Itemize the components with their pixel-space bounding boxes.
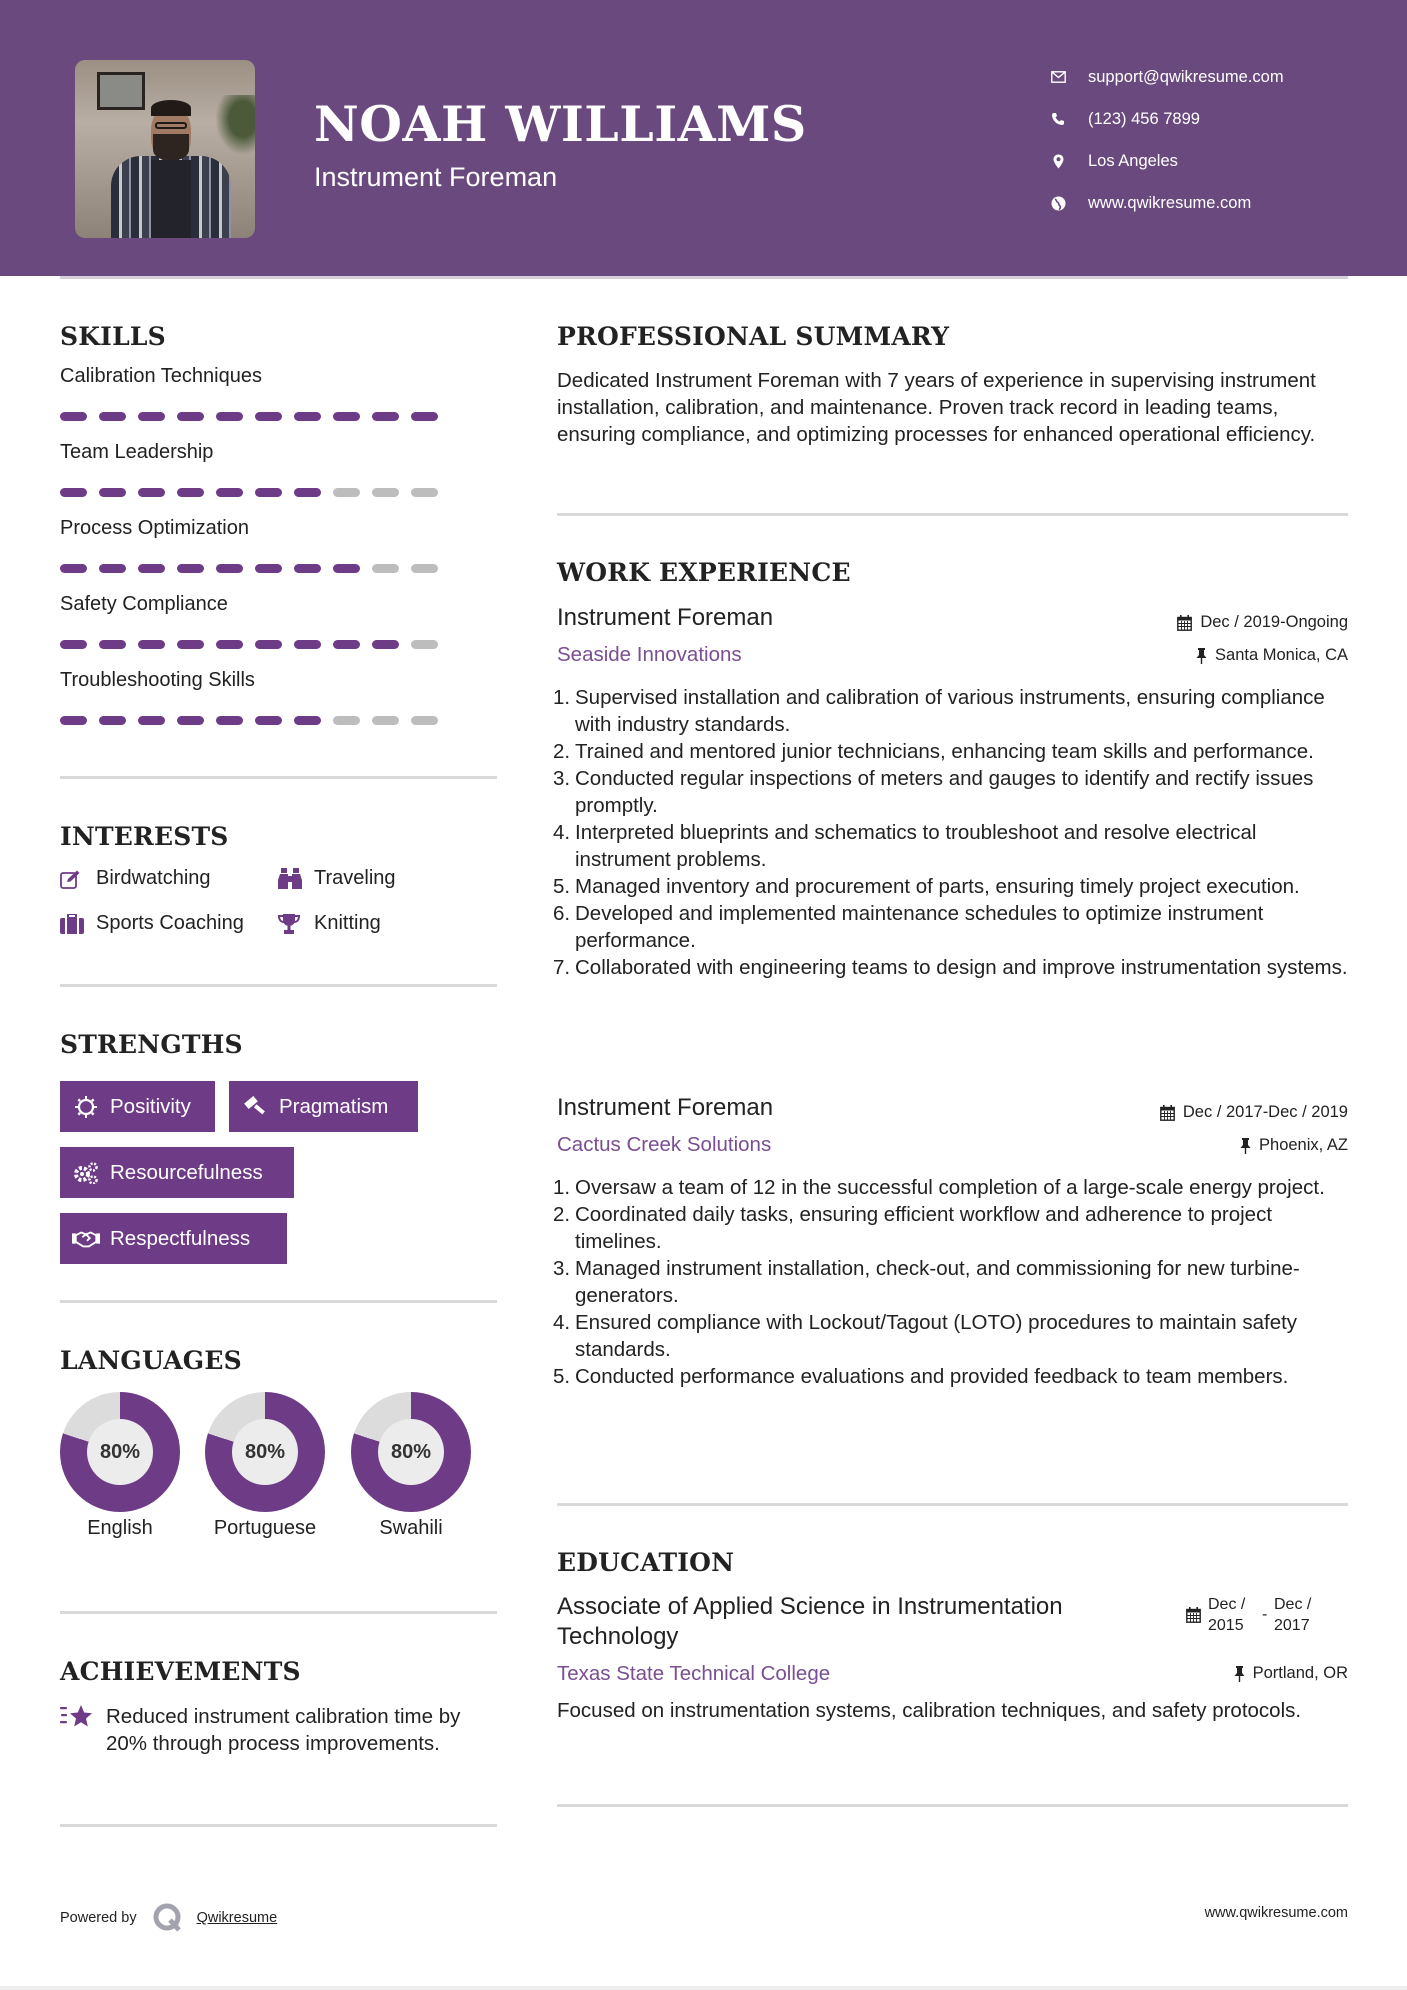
- rating-dot-empty: [411, 640, 438, 649]
- language-percent: 80%: [87, 1419, 153, 1485]
- language-item: [351, 1392, 471, 1542]
- rating-dot-filled: [60, 488, 87, 497]
- experience-heading: WORK EXPERIENCE: [557, 558, 851, 587]
- gavel-icon: [241, 1096, 269, 1118]
- rating-dot-filled: [177, 412, 204, 421]
- candidate-name: NOAH WILLIAMS: [314, 95, 807, 153]
- contact-location: Los Angeles: [1050, 140, 1284, 182]
- language-percent: 80%: [378, 1419, 444, 1485]
- interest-item: Birdwatching: [60, 867, 211, 890]
- calendar-icon: [1160, 1105, 1175, 1121]
- job-dates: Dec / 2017-Dec / 2019: [1160, 1103, 1348, 1122]
- skill-name: Safety Compliance: [60, 593, 228, 615]
- section-divider: [60, 776, 497, 779]
- rating-dot-filled: [255, 488, 282, 497]
- pushpin-icon: [1196, 648, 1207, 664]
- interest-item: Knitting: [278, 912, 381, 935]
- achievements-heading: ACHIEVEMENTS: [60, 1657, 301, 1686]
- job-bullet: Conducted regular inspections of meters and gauges to identify and rectify issues promptly.: [575, 767, 1314, 817]
- language-progress-ring: [205, 1392, 325, 1512]
- phone-icon: [1050, 111, 1066, 127]
- strength-chip: Positivity: [60, 1081, 215, 1132]
- rating-dot-filled: [372, 412, 399, 421]
- sun-icon: [72, 1096, 100, 1118]
- rating-dot-filled: [372, 640, 399, 649]
- interests-heading: INTERESTS: [60, 822, 229, 851]
- rating-dot-filled: [138, 412, 165, 421]
- footer-powered-by: Powered by Qwikresume: [60, 1903, 277, 1933]
- skill-name: Calibration Techniques: [60, 365, 262, 387]
- education-description: Focused on instrumentation systems, calibration techniques, and safety protocols.: [557, 1699, 1302, 1722]
- envelope-icon: [1050, 69, 1066, 85]
- rating-dot-filled: [255, 412, 282, 421]
- job-bullet: Managed inventory and procurement of parts, ensuring timely project execution.: [575, 875, 1300, 898]
- job-title: Instrument Foreman: [557, 604, 774, 631]
- rating-dot-filled: [255, 640, 282, 649]
- job-bullet: Trained and mentored junior technicians, enhancing team skills and performance.: [575, 740, 1314, 763]
- section-divider: [60, 1300, 497, 1303]
- achievement-item: Reduced instrument calibration time by 20% through process improvements.: [60, 1703, 501, 1757]
- rating-dot-filled: [99, 640, 126, 649]
- job-bullet: Oversaw a team of 12 in the successful completion of a large-scale energy project.: [575, 1176, 1325, 1199]
- map-pin-icon: [1050, 153, 1066, 169]
- rating-dot-filled: [138, 640, 165, 649]
- education-location: Portland, OR: [1234, 1664, 1348, 1683]
- rating-dot-filled: [294, 640, 321, 649]
- rating-dot-filled: [216, 488, 243, 497]
- job-bullet: Ensured compliance with Lockout/Tagout (LOTO) procedures to maintain safety standards.: [575, 1311, 1298, 1361]
- rating-dot-filled: [216, 640, 243, 649]
- candidate-title: Instrument Foreman: [314, 162, 558, 192]
- job-bullet: Managed instrument installation, check-out, and commissioning for new turbine-generators.: [575, 1257, 1300, 1307]
- rating-dot-filled: [177, 564, 204, 573]
- strengths-heading: STRENGTHS: [60, 1030, 243, 1059]
- calendar-icon: [1177, 615, 1192, 631]
- job-bullet-list: [557, 1174, 1357, 1390]
- rating-dot-filled: [294, 716, 321, 725]
- calendar-icon: [1186, 1607, 1201, 1623]
- company-name: Cactus Creek Solutions: [557, 1133, 772, 1156]
- rating-dot-empty: [372, 716, 399, 725]
- section-divider: [557, 513, 1348, 516]
- job-bullet: Conducted performance evaluations and provided feedback to team members.: [575, 1365, 1289, 1388]
- rating-dot-filled: [60, 412, 87, 421]
- job-bullet: Supervised installation and calibration of various instruments, ensuring compliance with industry standards.: [575, 686, 1325, 736]
- job-title: Instrument Foreman: [557, 1094, 774, 1121]
- section-divider: [60, 1611, 497, 1614]
- rating-dot-filled: [60, 716, 87, 725]
- rating-dot-filled: [99, 488, 126, 497]
- rating-dot-filled: [294, 564, 321, 573]
- star-icon: [60, 1703, 94, 1731]
- globe-icon: [1050, 195, 1066, 211]
- profile-photo: [75, 60, 255, 238]
- skill-rating: [60, 564, 450, 573]
- rating-dot-filled: [255, 564, 282, 573]
- job-location: Phoenix, AZ: [1240, 1136, 1348, 1155]
- rating-dot-empty: [333, 488, 360, 497]
- summary-heading: PROFESSIONAL SUMMARY: [557, 322, 950, 351]
- job-location: Santa Monica, CA: [1196, 646, 1348, 665]
- rating-dot-empty: [411, 716, 438, 725]
- contact-phone[interactable]: (123) 456 7899: [1050, 98, 1284, 140]
- rating-dot-empty: [411, 488, 438, 497]
- rating-dot-filled: [177, 488, 204, 497]
- job-dates: Dec / 2019-Ongoing: [1177, 613, 1348, 632]
- skills-heading: SKILLS: [60, 322, 166, 351]
- rating-dot-empty: [411, 564, 438, 573]
- job-bullet: Coordinated daily tasks, ensuring efficient workflow and adherence to project timelines.: [575, 1203, 1273, 1253]
- school-name: Texas State Technical College: [557, 1662, 831, 1685]
- rating-dot-filled: [294, 412, 321, 421]
- rating-dot-empty: [333, 716, 360, 725]
- binoculars-icon: [278, 868, 302, 890]
- education-dates: [1186, 1594, 1322, 1636]
- education-heading: EDUCATION: [557, 1548, 735, 1577]
- language-name: English: [87, 1517, 153, 1539]
- language-progress-ring: [60, 1392, 180, 1512]
- edit-icon: [60, 868, 84, 890]
- rating-dot-empty: [372, 488, 399, 497]
- rating-dot-filled: [138, 564, 165, 573]
- contact-list: [1050, 56, 1284, 224]
- rating-dot-filled: [177, 716, 204, 725]
- summary-text: Dedicated Instrument Foreman with 7 years of experience in supervising instrument installation, calibration, and maintenance. Proven track record in leading teams, ensuring compliance, and optimizing processes for enhanced operational efficiency.: [557, 369, 1316, 446]
- rating-dot-filled: [177, 640, 204, 649]
- rating-dot-filled: [216, 716, 243, 725]
- interest-item: Traveling: [278, 867, 396, 890]
- rating-dot-filled: [99, 564, 126, 573]
- pushpin-icon: [1240, 1138, 1251, 1154]
- rating-dot-filled: [60, 640, 87, 649]
- qwikresume-link[interactable]: Qwikresume: [196, 1910, 278, 1926]
- skill-name: Troubleshooting Skills: [60, 669, 255, 691]
- cogs-icon: [72, 1162, 100, 1184]
- rating-dot-filled: [333, 564, 360, 573]
- company-name: Seaside Innovations: [557, 643, 742, 666]
- section-divider: [557, 1503, 1348, 1506]
- strength-chip: Resourcefulness: [60, 1147, 294, 1198]
- rating-dot-filled: [216, 564, 243, 573]
- trophy-icon: [278, 913, 302, 935]
- language-name: Portuguese: [213, 1517, 317, 1539]
- language-item: [60, 1392, 180, 1542]
- language-name: Swahili: [379, 1517, 443, 1539]
- resume-header: [0, 0, 1407, 276]
- education-end: Dec / 2017: [1274, 1596, 1312, 1634]
- page-bottom-edge: [0, 1986, 1407, 1990]
- pushpin-icon: [1234, 1666, 1245, 1682]
- contact-email[interactable]: support@qwikresume.com: [1050, 56, 1284, 98]
- rating-dot-filled: [411, 412, 438, 421]
- rating-dot-filled: [60, 564, 87, 573]
- briefcase-icon: [60, 913, 84, 935]
- rating-dot-filled: [99, 412, 126, 421]
- footer-website[interactable]: www.qwikresume.com: [1204, 1905, 1348, 1921]
- languages-heading: LANGUAGES: [60, 1346, 242, 1375]
- language-percent: 80%: [232, 1419, 298, 1485]
- skill-rating: [60, 640, 450, 649]
- rating-dot-filled: [99, 716, 126, 725]
- rating-dot-filled: [333, 412, 360, 421]
- language-item: [205, 1392, 325, 1542]
- job-bullet: Collaborated with engineering teams to design and improve instrumentation systems.: [575, 956, 1348, 979]
- job-bullet: Developed and implemented maintenance schedules to optimize instrument performance.: [575, 902, 1264, 952]
- skill-rating: [60, 412, 450, 421]
- contact-website[interactable]: www.qwikresume.com: [1050, 182, 1284, 224]
- skill-name: Process Optimization: [60, 517, 249, 539]
- section-divider: [60, 984, 497, 987]
- interest-item: Sports Coaching: [60, 912, 244, 935]
- qwikresume-logo-icon: [153, 1903, 183, 1933]
- strength-chip: Respectfulness: [60, 1213, 287, 1264]
- language-progress-ring: [351, 1392, 471, 1512]
- strength-chip: Pragmatism: [229, 1081, 418, 1132]
- rating-dot-filled: [138, 716, 165, 725]
- skill-name: Team Leadership: [60, 441, 214, 463]
- handshake-icon: [72, 1228, 100, 1250]
- degree-title: Associate of Applied Science in Instrumentation Technology: [557, 1593, 1063, 1650]
- education-start: Dec / 2015: [1208, 1596, 1246, 1634]
- section-divider: [60, 1824, 497, 1827]
- rating-dot-empty: [372, 564, 399, 573]
- rating-dot-filled: [216, 412, 243, 421]
- rating-dot-filled: [255, 716, 282, 725]
- section-divider: [557, 1804, 1348, 1807]
- skill-rating: [60, 488, 450, 497]
- rating-dot-filled: [333, 640, 360, 649]
- skill-rating: [60, 716, 450, 725]
- rating-dot-filled: [138, 488, 165, 497]
- header-divider: [60, 276, 1348, 279]
- date-separator: -: [1262, 1606, 1268, 1623]
- rating-dot-filled: [294, 488, 321, 497]
- job-bullet: Interpreted blueprints and schematics to troubleshoot and resolve electrical instrument problems.: [575, 821, 1257, 871]
- job-bullet-list: [557, 684, 1357, 981]
